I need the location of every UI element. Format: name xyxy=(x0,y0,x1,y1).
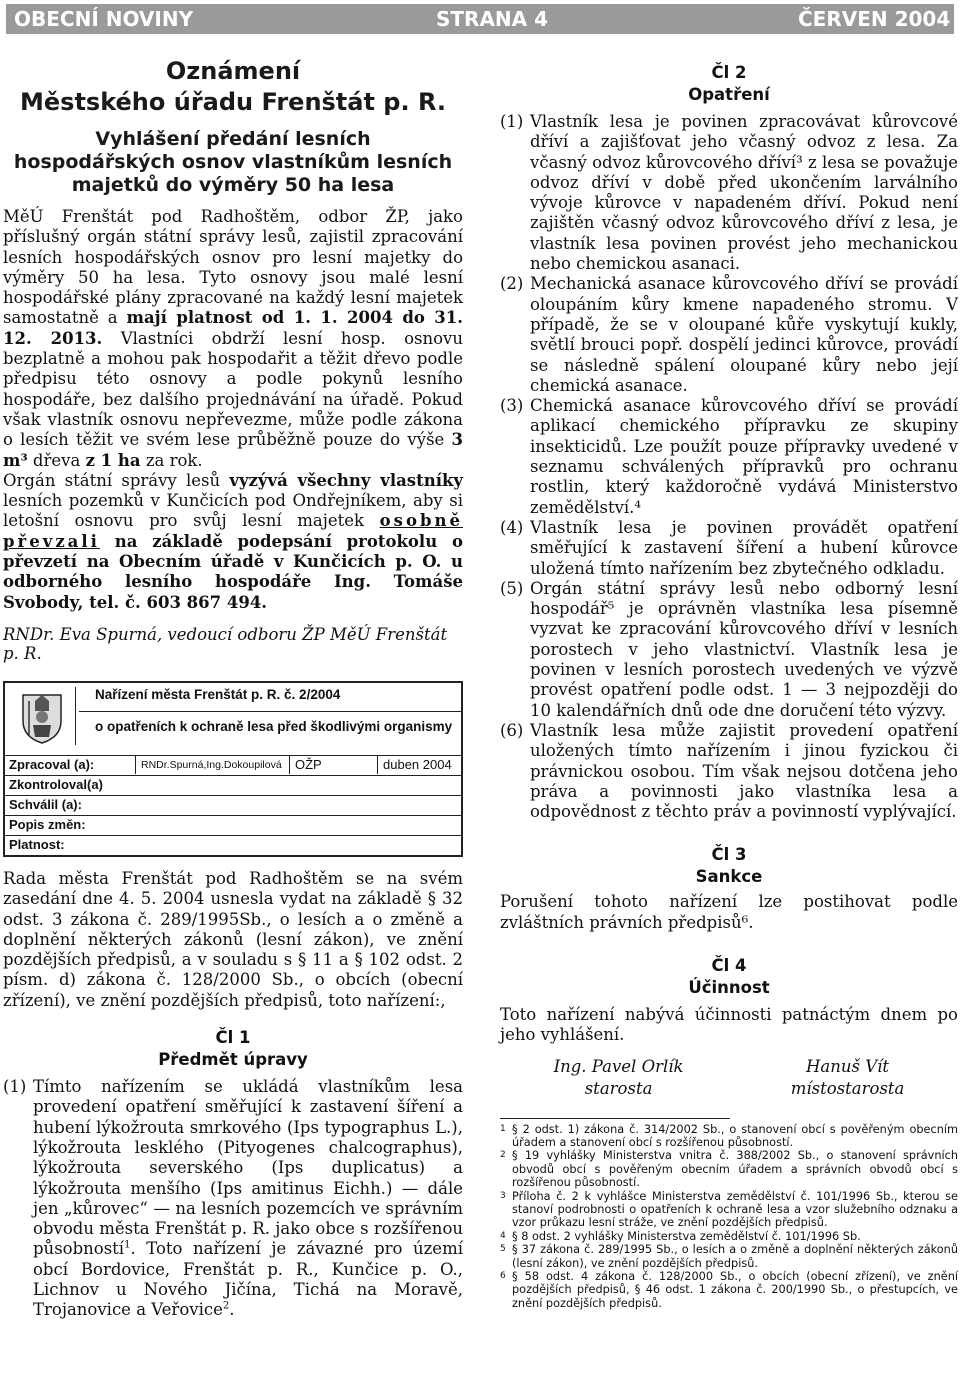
subtitle-line-3: majetků do výměry 50 ha lesa xyxy=(71,174,395,196)
article-3-text: Porušení tohoto nařízení lze postihovat podle zvláštních právních předpisů⁶. xyxy=(500,892,958,932)
article-name: Účinnost xyxy=(688,977,770,997)
item-text: Vlastník lesa je povinen zpracovávat kůrovcové dříví a zajišťovat jeho včasný odvoz z lesa. Za včasný odvoz kůrovcového dříví³ z lesa se považuje odvoz dříví v době před ukončením larválního vývoje kůrovce v napadeném dříví. Pokud není zajištěn včasný odvoz kůrovcového dříví z lesa, je vlastník lesa povinen provést jeho mechanickou nebo chemickou asanaci. xyxy=(530,112,958,274)
footnote xyxy=(500,1149,958,1189)
article-4-text: Toto nařízení nabývá účinnosti patnáctým dnem po jeho vyhlášení. xyxy=(500,1004,958,1045)
article-1-item xyxy=(3,1077,463,1321)
article-item xyxy=(500,579,958,721)
signatory-role: starosta xyxy=(584,1078,653,1098)
item-number: (1) xyxy=(500,112,524,131)
article-name: Sankce xyxy=(695,867,763,887)
article-number: Čl 4 xyxy=(711,955,747,975)
item-number: (4) xyxy=(500,517,524,537)
text-run: lesních pozemků v Kunčicích pod Ondřejníkem, aby si letošní osnovu pro svůj lesní majetek xyxy=(3,491,463,531)
footnote xyxy=(500,1270,958,1310)
footnote-number: 4 xyxy=(500,1230,506,1241)
item-number: (3) xyxy=(500,396,524,416)
form-row-author: RNDr.Spurná,Ing.Dokoupilová xyxy=(141,758,282,771)
article-2-items xyxy=(500,112,958,822)
footnote xyxy=(500,1123,958,1150)
text-run: . xyxy=(229,1300,235,1320)
signatory-name: Hanuš Vít xyxy=(806,1056,890,1076)
right-column xyxy=(500,62,958,1310)
volume-limit: 3 m³ xyxy=(3,430,463,470)
page-number: STRANA 4 xyxy=(436,7,549,31)
announcement-paragraph-2 xyxy=(3,471,463,613)
form-regulation-subject: o opatřeních k ochraně lesa před škodlivými organismy xyxy=(95,718,453,734)
article-item xyxy=(500,396,958,518)
form-row-label: Platnost: xyxy=(9,836,65,852)
form-row-label: Zpracoval (a): xyxy=(9,756,95,772)
footnote xyxy=(500,1230,958,1243)
town-crest-icon xyxy=(9,687,76,745)
emphasis-collect-personally: osobně převzali xyxy=(3,511,463,551)
footnote-text: § 58 odst. 4 zákona č. 128/2000 Sb., o obcích (obecní zřízení), ve znění pozdějších předpisů, § 46 odst. 1 zákona č. 200/1990 Sb., o přestupcích, ve znění pozdějších předpisů. xyxy=(512,1270,958,1310)
regulation-form-box xyxy=(3,681,463,857)
signatory-name: Ing. Pavel Orlík xyxy=(553,1056,684,1076)
text-run: Vlastníci obdrží lesní hosp. osnovu bezplatně a mohou pak hospodařit a těžit dřevo podle předpisu této osnovy a podle pokynů lesního hospodáře, bez dalšího projednávání na úřadě. Pokud však vlastník osnovu nepřevezme, může podle zákona o lesích těžit ve svém lese průběžně pouze do výše xyxy=(3,328,463,450)
item-text xyxy=(33,1077,463,1321)
footnote-number: 1 xyxy=(500,1123,506,1134)
announcement-paragraph-1 xyxy=(3,207,463,471)
signature-mayor xyxy=(554,1056,684,1100)
item-text: Vlastník lesa může zajistit provedení opatření uložených tímto nařízením i jinou fyzickou či právnickou osobou. Tím však nejsou dotčena jeho práva a povinnosti jako vlastníka lesa a odpovědnost z těchto práv a povinností vyplývající. xyxy=(530,720,958,822)
page-header xyxy=(6,4,954,34)
announcement-title xyxy=(3,56,463,118)
form-row xyxy=(5,815,461,835)
footnote-number: 5 xyxy=(500,1244,506,1255)
form-column-divider xyxy=(377,755,378,774)
subtitle-line-1: Vyhlášení předání lesních xyxy=(95,128,371,150)
footnote-divider xyxy=(500,1118,730,1119)
regulation-intro: Rada města Frenštát pod Radhoštěm se na svém zasedání dne 4. 5. 2004 usnesla vydat na základě § 32 odst. 3 zákona č. 289/1995Sb., o lesích a o změně a doplnění některých zákonů (lesní zákon), ve znění pozdějších předpisů, a v souladu s § 11 a § 102 odst. 2 písm. d) zákona č. 128/2000 Sb., o obcích (obecní zřízení), ve znění pozdějších předpisů, toto nařízení:, xyxy=(3,868,463,1010)
text-run: Orgán státní správy lesů xyxy=(3,470,230,490)
newspaper-name: OBECNÍ NOVINY xyxy=(14,7,194,31)
form-row-label: Zkontroloval(a) xyxy=(9,776,103,792)
item-text: Orgán státní správy lesů nebo odborný lesní hospodář⁵ je oprávněn vlastníka lesa písemně vyzvat ke zpracování kůrovcového dříví v lesních porostech v jeho vlastnictví. Vlastník lesa je povinen v lesních porostech uvedených ve výzvě provést opatření podle odst. 1 — 3 nejpozději do 10 kalendářních dnů ode dne doručení této výzvy. xyxy=(530,578,958,720)
announcement-signature: RNDr. Eva Spurná, vedoucí odboru ŽP MěÚ Frenštát p. R. xyxy=(3,624,448,663)
text-run: MěÚ Frenštát pod Radhoštěm, odbor ŽP, jako příslušný orgán státní správy lesů, zajistil zpracování lesních hospodářských osnov pro lesní majetky do výměry 50 ha lesa. Tyto osnovy jsou malé lesní hospodářské plány zpracované na každý lesní majetek samostatně a xyxy=(3,207,463,328)
article-name: Předmět úpravy xyxy=(158,1050,308,1070)
area-unit: z 1 ha xyxy=(85,450,141,470)
footnote-ref: 2 xyxy=(222,1300,230,1312)
title-line-1: Oznámení xyxy=(165,57,301,85)
article-number: Čl 2 xyxy=(711,63,747,82)
footnote-number: 2 xyxy=(500,1150,506,1161)
article-item xyxy=(500,274,958,396)
issue-date: ČERVEN 2004 xyxy=(798,7,951,31)
form-row xyxy=(5,795,461,815)
validity-period: mají platnost od 1. 1. 2004 do 31. 12. 2013. xyxy=(3,308,463,348)
signatures xyxy=(500,1056,958,1100)
signature-deputy-mayor xyxy=(791,1056,905,1100)
call-to-owners: vyzývá všechny vlastníky xyxy=(229,470,463,490)
form-regulation-title: Nařízení města Frenštát p. R. č. 2/2004 xyxy=(95,686,341,702)
footnote-text: § 19 vyhlášky Ministerstva vnitra č. 388/2002 Sb., o stanovení správních obvodů obcí s pověřeným obecním úřadem a správních obvodů obcí s rozšířenou působností. xyxy=(512,1149,958,1190)
footnote-text: Příloha č. 2 k vyhlášce Ministerstva zemědělství č. 101/1996 Sb., kterou se stanoví podrobnosti o opatřeních k ochraně lesa a vzor služebního odznaku a vzor průkazu lesní stráže, ve znění pozdějších předpisů. xyxy=(512,1189,958,1230)
signatory-role: místostarosta xyxy=(790,1078,905,1098)
footnote-ref: 1 xyxy=(124,1239,131,1251)
left-column xyxy=(3,56,463,1321)
footnote-text: § 2 odst. 1) zákona č. 314/2002 Sb., o stanovení obcí s pověřeným obecním úřadem a stanovení obcí s rozšířenou působností. xyxy=(512,1122,958,1149)
title-line-2: Městského úřadu Frenštát p. R. xyxy=(20,88,446,116)
article-item xyxy=(500,112,958,274)
article-3-heading xyxy=(500,844,958,888)
article-2-heading xyxy=(500,62,958,106)
text-run: dřeva xyxy=(27,450,86,470)
footnotes xyxy=(500,1123,958,1311)
form-column-divider xyxy=(135,755,136,774)
item-number: (5) xyxy=(500,578,524,598)
text-run: Tímto nařízením se ukládá vlastníkům lesa provedení opatření směřující k zastavení šíření a hubení lýkožrouta smrkového (Ips typographus L.), lýkožrouta lesklého (Pityogenes chalcographus), lýkožrouta severského (Ips duplicatus) a lýkožrouta menšího (Ips amitinus Eichh.) — dále jen „kůrovec“ — na lesních pozemcích ve správním obvodu města Frenštát p. R. jako obce s rozšířenou působností xyxy=(33,1077,463,1259)
form-row xyxy=(5,755,461,775)
form-column-divider xyxy=(289,755,290,774)
form-row-department: OŽP xyxy=(295,756,322,772)
form-divider xyxy=(79,711,461,712)
article-number: Čl 1 xyxy=(215,1028,251,1048)
item-number: (6) xyxy=(500,720,524,740)
footnote-number: 6 xyxy=(500,1271,506,1282)
form-row-label: Popis změn: xyxy=(9,816,86,832)
footnote-text: § 37 zákona č. 289/1995 Sb., o lesích a o změně a doplnění některých zákonů (lesní zákon), ve znění pozdějších předpisů. xyxy=(512,1243,958,1270)
text-run: . Toto nařízení je závazné pro území obcí Bordovice, Frenštát p. R., Kunčice p. O., Lichnov u Nového Jičína, Tichá na Moravě, Trojanovice a Veřovice xyxy=(33,1239,463,1320)
collection-details: na základě podepsání protokolu o převzetí na Obecním úřadě v Kunčicích p. O. u odborného lesního hospodáře Ing. Tomáše Svobody, tel. č. 603 867 494. xyxy=(3,531,463,612)
article-item xyxy=(500,721,958,822)
footnote xyxy=(500,1190,958,1230)
footnote xyxy=(500,1243,958,1270)
article-4-heading xyxy=(500,955,958,999)
item-text: Mechanická asanace kůrovcového dříví se provádí oloupáním kůry kmene napadeného stromu. V případě, že se v oloupané kůře vyskytují kukly, světlí brouci popř. dospělí jedinci kůrovce, provádí se následně spálení oloupané kůry nebo její chemická asanace. xyxy=(530,274,958,395)
announcement-subtitle xyxy=(3,128,463,197)
item-text: Chemická asanace kůrovcového dříví se provádí aplikací chemického přípravku ze skupiny insekticidů. Lze použít pouze přípravky uvedené v seznamu schválených přípravků pro ochranu rostlin, který každoročně vydává Ministerstvo zemědělství.⁴ xyxy=(530,396,958,517)
form-rows xyxy=(5,755,461,855)
article-number: Čl 3 xyxy=(711,845,747,865)
subtitle-line-2: hospodářských osnov vlastníkům lesních xyxy=(13,151,453,173)
item-number: (1) xyxy=(3,1077,27,1097)
form-row xyxy=(5,775,461,795)
item-number: (2) xyxy=(500,274,524,294)
form-row-label: Schválil (a): xyxy=(9,796,82,812)
article-item xyxy=(500,518,958,579)
text-run: za rok. xyxy=(140,450,203,470)
form-row xyxy=(5,835,461,855)
footnote-text: § 8 odst. 2 vyhlášky Ministerstva zemědělství č. 101/1996 Sb. xyxy=(512,1229,861,1243)
form-row-date: duben 2004 xyxy=(383,756,452,772)
item-text: Vlastník lesa je povinen provádět opatření směřující k zastavení šíření a hubení kůrovce uložená tímto nařízením bez zbytečného odkladu. xyxy=(530,517,958,578)
article-1-heading xyxy=(3,1027,463,1071)
footnote-number: 3 xyxy=(500,1190,506,1201)
article-name: Opatření xyxy=(688,85,770,104)
